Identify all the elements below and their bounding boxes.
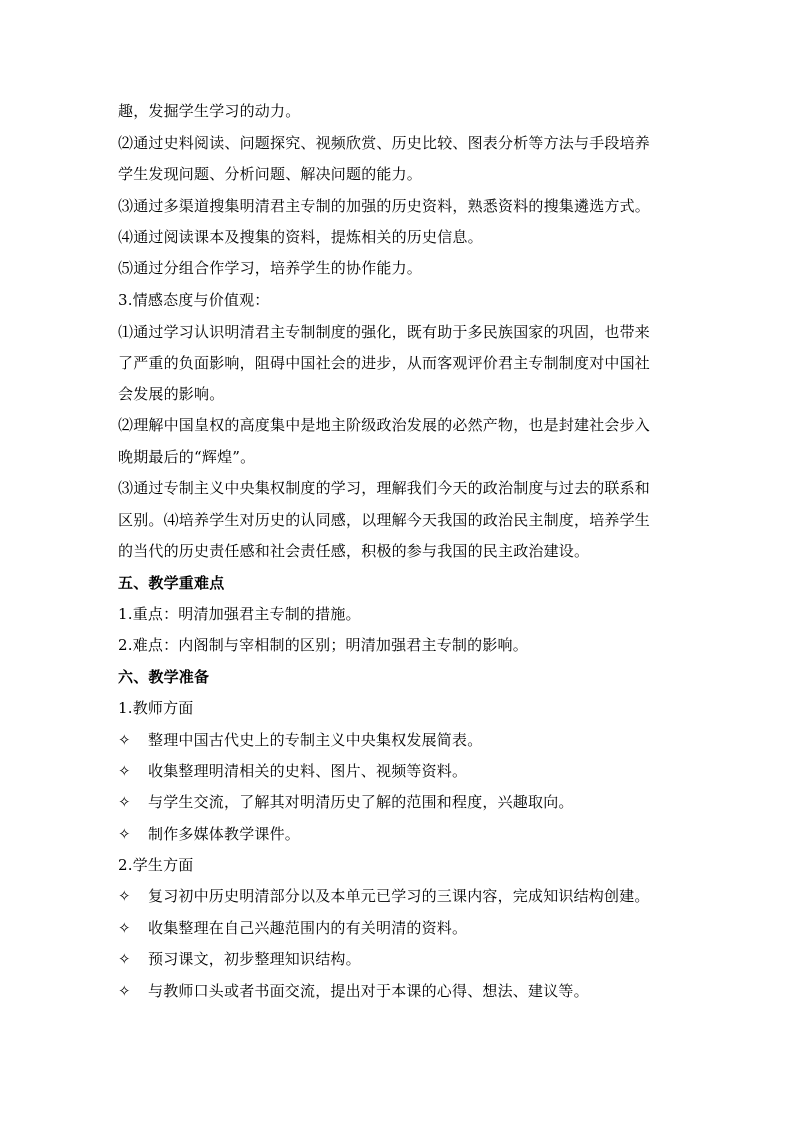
paragraph-line: ⑶通过专制主义中央集权制度的学习，理解我们今天的政治制度与过去的联系和 xyxy=(118,479,651,497)
paragraph-line: ⑵理解中国皇权的高度集中是地主阶级政治发展的必然产物，也是封建社会步入 xyxy=(118,416,651,434)
bullet-icon: ✧ xyxy=(118,887,131,905)
paragraph-line: 的当代的历史责任感和社会责任感，积极的参与我国的民主政治建设。 xyxy=(118,542,590,560)
bullet-icon: ✧ xyxy=(118,825,131,843)
list-item: 预习课文，初步整理知识结构。 xyxy=(148,950,361,968)
paragraph-line: ⑷通过阅读课本及搜集的资料，提炼相关的历史信息。 xyxy=(118,228,483,246)
paragraph-line: 了严重的负面影响，阻碍中国社会的进步，从而客观评价君主专制制度对中国社 xyxy=(118,354,651,372)
section-subheading: 2.学生方面 xyxy=(118,856,194,874)
bullet-icon: ✧ xyxy=(118,793,131,811)
section-subheading: 1.教师方面 xyxy=(118,699,194,717)
paragraph-line: ⑴通过学习认识明清君主专制制度的强化，既有助于多民族国家的巩固，也带来 xyxy=(118,323,651,341)
list-item: 复习初中历史明清部分以及本单元已学习的三课内容，完成知识结构创建。 xyxy=(148,887,650,905)
paragraph-line: 晚期最后的“辉煌”。 xyxy=(118,448,256,466)
paragraph-line: 区别。⑷培养学生对历史的认同感，以理解今天我国的政治民主制度，培养学生 xyxy=(118,511,651,529)
paragraph-line: 学生发现问题、分析问题、解决问题的能力。 xyxy=(118,165,423,183)
paragraph-line: ⑸通过分组合作学习，培养学生的协作能力。 xyxy=(118,259,423,277)
section-heading: 六、教学准备 xyxy=(118,668,210,686)
bullet-icon: ✧ xyxy=(118,731,131,749)
bullet-icon: ✧ xyxy=(118,950,131,968)
paragraph-line: 趣，发掘学生学习的动力。 xyxy=(118,102,301,120)
section-heading: 五、教学重难点 xyxy=(118,574,225,592)
list-item: 制作多媒体教学课件。 xyxy=(148,825,301,843)
section-subheading: 3.情感态度与价值观： xyxy=(118,291,270,309)
list-item: 收集整理在自己兴趣范围内的有关明清的资料。 xyxy=(148,919,468,937)
list-item: 与学生交流，了解其对明清历史了解的范围和程度，兴趣取向。 xyxy=(148,793,574,811)
paragraph-line: ⑵通过史料阅读、问题探究、视频欣赏、历史比较、图表分析等方法与手段培养 xyxy=(118,134,651,152)
paragraph-line: 会发展的影响。 xyxy=(118,385,225,403)
bullet-icon: ✧ xyxy=(118,919,131,937)
paragraph-line: ⑶通过多渠道搜集明清君主专制的加强的历史资料，熟悉资料的搜集遴选方式。 xyxy=(118,197,651,215)
paragraph-line: 2.难点：内阁制与宰相制的区别；明清加强君主专制的影响。 xyxy=(118,636,528,654)
list-item: 与教师口头或者书面交流，提出对于本课的心得、想法、建议等。 xyxy=(148,982,589,1000)
bullet-icon: ✧ xyxy=(118,762,131,780)
list-item: 整理中国古代史上的专制主义中央集权发展简表。 xyxy=(148,731,483,749)
list-item: 收集整理明清相关的史料、图片、视频等资料。 xyxy=(148,762,468,780)
paragraph-line: 1.重点：明清加强君主专制的措施。 xyxy=(118,605,361,623)
bullet-icon: ✧ xyxy=(118,982,131,1000)
